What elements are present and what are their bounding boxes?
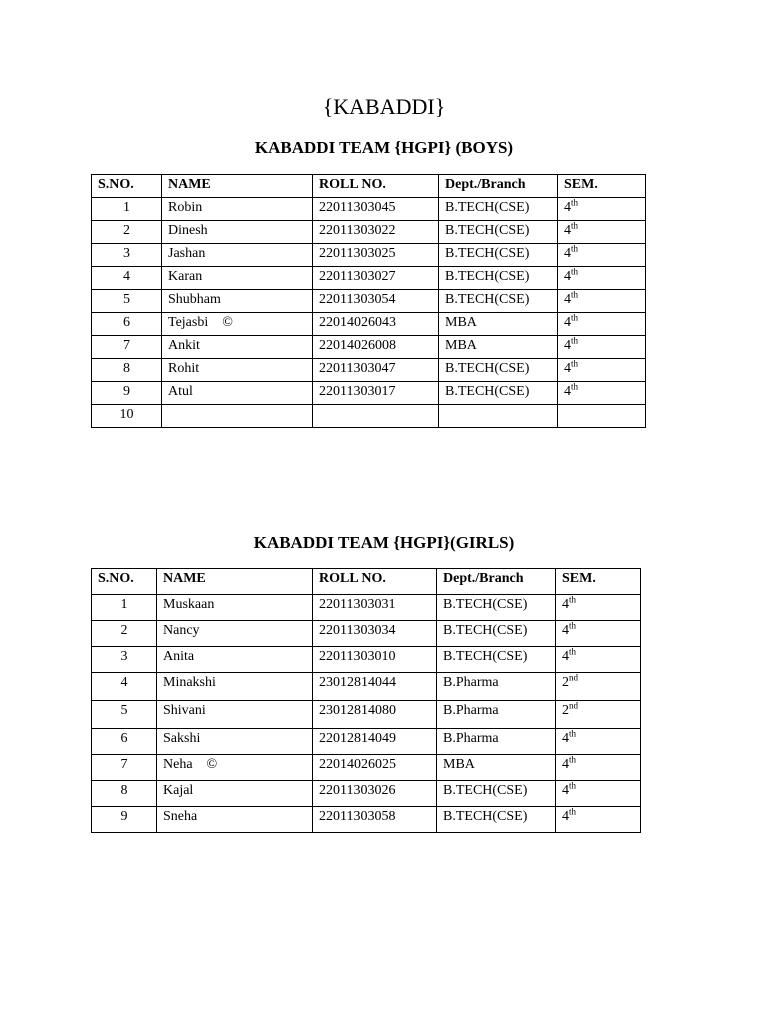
- cell-dept-branch: B.TECH(CSE): [439, 290, 558, 313]
- sem-number: 4: [562, 731, 569, 746]
- cell-roll-no: [313, 405, 439, 428]
- cell-sno: 1: [92, 595, 157, 621]
- cell-dept-branch: B.TECH(CSE): [439, 267, 558, 290]
- cell-dept-branch: MBA: [437, 755, 556, 781]
- sem-number: 4: [564, 338, 571, 353]
- sem-ordinal-suffix: th: [569, 754, 577, 765]
- table-row: [92, 267, 646, 290]
- cell-sno: 8: [92, 359, 162, 382]
- boys-team-table: [91, 174, 646, 428]
- cell-sno: 3: [92, 647, 157, 673]
- table-header-row: [92, 175, 646, 198]
- sem-number: 4: [564, 269, 571, 284]
- cell-dept-branch: [439, 405, 558, 428]
- table-row: [92, 290, 646, 313]
- table-row: [92, 807, 641, 833]
- cell-sno: 9: [92, 807, 157, 833]
- cell-dept-branch: B.TECH(CSE): [437, 621, 556, 647]
- sem-ordinal-suffix: th: [571, 358, 579, 369]
- cell-sno: 4: [92, 673, 157, 701]
- table-row: [92, 729, 641, 755]
- sem-number: 4: [562, 623, 569, 638]
- cell-name: [157, 729, 313, 755]
- cell-dept-branch: B.Pharma: [437, 701, 556, 729]
- table-row: [92, 382, 646, 405]
- column-header-name: NAME: [162, 175, 313, 198]
- cell-sem: [556, 647, 641, 673]
- cell-sem: [558, 198, 646, 221]
- table-row: [92, 781, 641, 807]
- sem-ordinal-suffix: th: [569, 780, 577, 791]
- table-row: [92, 621, 641, 647]
- cell-roll-no: 22011303022: [313, 221, 439, 244]
- table-row: [92, 244, 646, 267]
- sem-number: 4: [564, 384, 571, 399]
- cell-name: [157, 647, 313, 673]
- sem-number: 4: [564, 223, 571, 238]
- player-name: Dinesh: [168, 223, 208, 238]
- sem-ordinal-suffix: th: [571, 266, 579, 277]
- cell-name: [162, 313, 313, 336]
- sem-number: 4: [564, 292, 571, 307]
- sem-ordinal-suffix: th: [569, 594, 577, 605]
- table-row: [92, 673, 641, 701]
- column-header-name: NAME: [157, 569, 313, 595]
- player-name: Minakshi: [163, 675, 216, 690]
- player-name: Robin: [168, 200, 203, 215]
- sem-number: 4: [564, 361, 571, 376]
- captain-mark: ©: [222, 315, 233, 330]
- cell-sem: [556, 701, 641, 729]
- cell-name: [162, 267, 313, 290]
- table-row: [92, 198, 646, 221]
- girls-team-title: KABADDI TEAM {HGPI}(GIRLS): [253, 533, 515, 552]
- cell-dept-branch: B.TECH(CSE): [437, 781, 556, 807]
- sem-number: 4: [562, 757, 569, 772]
- cell-sem: [558, 359, 646, 382]
- cell-sem: [556, 781, 641, 807]
- sem-number: 2: [562, 703, 569, 718]
- cell-sno: 7: [92, 755, 157, 781]
- player-name: Karan: [168, 269, 203, 284]
- cell-name: [162, 290, 313, 313]
- cell-name: [157, 781, 313, 807]
- boys-team-title: KABADDI TEAM {HGPI} (BOYS): [254, 138, 514, 157]
- cell-sno: 4: [92, 267, 162, 290]
- cell-dept-branch: B.TECH(CSE): [439, 382, 558, 405]
- cell-dept-branch: MBA: [439, 313, 558, 336]
- cell-sno: 2: [92, 621, 157, 647]
- sem-ordinal-suffix: th: [569, 728, 577, 739]
- cell-sno: 5: [92, 290, 162, 313]
- document-title: {KABADDI}: [322, 94, 446, 119]
- cell-sem: [558, 290, 646, 313]
- player-name: Shubham: [168, 292, 221, 307]
- cell-name: [162, 359, 313, 382]
- sem-ordinal-suffix: th: [571, 220, 579, 231]
- cell-name: [162, 221, 313, 244]
- cell-roll-no: 22011303026: [313, 781, 437, 807]
- table-row: [92, 359, 646, 382]
- cell-roll-no: 22012814049: [313, 729, 437, 755]
- cell-name: [162, 198, 313, 221]
- table-row: [92, 313, 646, 336]
- player-name: Rohit: [168, 361, 200, 376]
- cell-roll-no: 22014026043: [313, 313, 439, 336]
- sem-number: 4: [564, 200, 571, 215]
- player-name: Tejasbi: [168, 315, 209, 330]
- column-header-sem: SEM.: [556, 569, 641, 595]
- cell-sem: [556, 755, 641, 781]
- cell-dept-branch: B.Pharma: [437, 673, 556, 701]
- cell-roll-no: 22011303017: [313, 382, 439, 405]
- cell-name: [162, 382, 313, 405]
- player-name: Jashan: [168, 246, 206, 261]
- cell-dept-branch: B.TECH(CSE): [437, 647, 556, 673]
- cell-roll-no: 22011303054: [313, 290, 439, 313]
- player-name: Nancy: [163, 623, 200, 638]
- cell-dept-branch: B.TECH(CSE): [439, 221, 558, 244]
- cell-sem: [556, 621, 641, 647]
- cell-dept-branch: B.TECH(CSE): [439, 244, 558, 267]
- cell-dept-branch: B.TECH(CSE): [439, 359, 558, 382]
- cell-sem: [558, 336, 646, 359]
- table-row: [92, 701, 641, 729]
- cell-roll-no: 22011303027: [313, 267, 439, 290]
- cell-roll-no: 22014026008: [313, 336, 439, 359]
- table-row: [92, 595, 641, 621]
- cell-name: [157, 807, 313, 833]
- sem-number: 4: [562, 649, 569, 664]
- cell-sem: [556, 673, 641, 701]
- player-name: Sakshi: [163, 731, 201, 746]
- player-name: Anita: [163, 649, 195, 664]
- player-name: Ankit: [168, 338, 200, 353]
- sem-ordinal-suffix: th: [571, 289, 579, 300]
- cell-name: [157, 595, 313, 621]
- sem-ordinal-suffix: th: [571, 197, 579, 208]
- cell-dept-branch: B.TECH(CSE): [437, 595, 556, 621]
- column-header-sno: S.NO.: [92, 175, 162, 198]
- cell-name: [157, 621, 313, 647]
- cell-sno: 6: [92, 729, 157, 755]
- sem-ordinal-suffix: nd: [569, 672, 578, 683]
- sem-number: 4: [562, 597, 569, 612]
- table-row: [92, 647, 641, 673]
- sem-ordinal-suffix: th: [571, 381, 579, 392]
- table-row: [92, 336, 646, 359]
- column-header-roll-no: ROLL NO.: [313, 175, 439, 198]
- cell-sem: [556, 729, 641, 755]
- player-name: Neha: [163, 757, 193, 772]
- cell-roll-no: 22011303045: [313, 198, 439, 221]
- cell-roll-no: 22011303031: [313, 595, 437, 621]
- table-row: [92, 221, 646, 244]
- cell-sem: [556, 595, 641, 621]
- sem-ordinal-suffix: th: [569, 806, 577, 817]
- cell-roll-no: 23012814080: [313, 701, 437, 729]
- sem-number: 4: [562, 783, 569, 798]
- table-header-row: [92, 569, 641, 595]
- cell-sno: 8: [92, 781, 157, 807]
- cell-sem: [558, 382, 646, 405]
- column-header-roll-no: ROLL NO.: [313, 569, 437, 595]
- cell-sem: [558, 244, 646, 267]
- cell-sno: 1: [92, 198, 162, 221]
- sem-ordinal-suffix: nd: [569, 700, 578, 711]
- cell-dept-branch: B.Pharma: [437, 729, 556, 755]
- cell-dept-branch: B.TECH(CSE): [439, 198, 558, 221]
- sem-number: 4: [564, 315, 571, 330]
- player-name: Kajal: [163, 783, 194, 798]
- column-header-sem: SEM.: [558, 175, 646, 198]
- table-row: [92, 755, 641, 781]
- cell-sno: 10: [92, 405, 162, 428]
- column-header-dept-branch: Dept./Branch: [437, 569, 556, 595]
- cell-roll-no: 22011303047: [313, 359, 439, 382]
- cell-sno: 7: [92, 336, 162, 359]
- cell-sem: [558, 267, 646, 290]
- cell-name: [157, 701, 313, 729]
- sem-ordinal-suffix: th: [569, 646, 577, 657]
- column-header-sno: S.NO.: [92, 569, 157, 595]
- player-name: Sneha: [163, 809, 198, 824]
- player-name: Shivani: [163, 703, 206, 718]
- cell-roll-no: 22011303010: [313, 647, 437, 673]
- sem-number: 4: [564, 246, 571, 261]
- sem-number: 2: [562, 675, 569, 690]
- sem-ordinal-suffix: th: [569, 620, 577, 631]
- table-row: [92, 405, 646, 428]
- sem-ordinal-suffix: th: [571, 312, 579, 323]
- cell-dept-branch: B.TECH(CSE): [437, 807, 556, 833]
- cell-sno: 9: [92, 382, 162, 405]
- cell-sem: [556, 807, 641, 833]
- girls-team-table: [91, 568, 641, 833]
- cell-sem: [558, 405, 646, 428]
- cell-roll-no: 22011303058: [313, 807, 437, 833]
- captain-mark: ©: [206, 757, 218, 772]
- cell-name: [162, 244, 313, 267]
- cell-roll-no: 23012814044: [313, 673, 437, 701]
- cell-name: [162, 405, 313, 428]
- cell-dept-branch: MBA: [439, 336, 558, 359]
- cell-name: [157, 673, 313, 701]
- cell-roll-no: 22011303034: [313, 621, 437, 647]
- cell-sem: [558, 221, 646, 244]
- sem-ordinal-suffix: th: [571, 335, 579, 346]
- cell-roll-no: 22011303025: [313, 244, 439, 267]
- cell-sem: [558, 313, 646, 336]
- sem-number: 4: [562, 809, 569, 824]
- cell-sno: 3: [92, 244, 162, 267]
- cell-sno: 6: [92, 313, 162, 336]
- column-header-dept-branch: Dept./Branch: [439, 175, 558, 198]
- cell-roll-no: 22014026025: [313, 755, 437, 781]
- player-name: Muskaan: [163, 597, 215, 612]
- cell-sno: 5: [92, 701, 157, 729]
- sem-ordinal-suffix: th: [571, 243, 579, 254]
- cell-sno: 2: [92, 221, 162, 244]
- cell-name: [157, 755, 313, 781]
- cell-name: [162, 336, 313, 359]
- player-name: Atul: [168, 384, 193, 399]
